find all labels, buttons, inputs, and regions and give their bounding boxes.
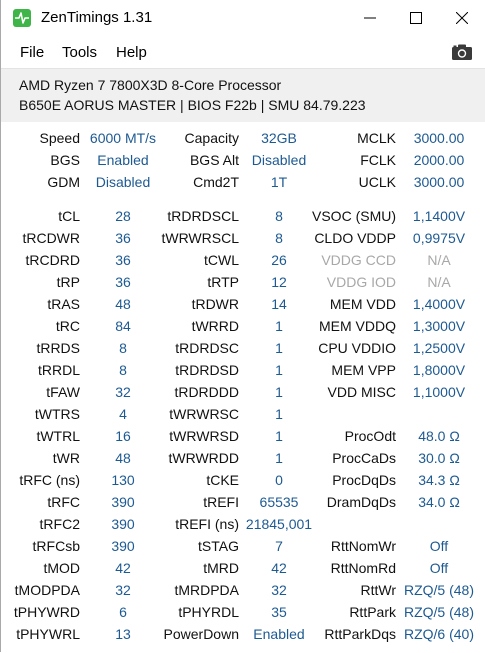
processor-name: AMD Ryzen 7 7800X3D 8-Core Processor — [19, 77, 282, 93]
label-fclk: FCLK — [360, 152, 396, 168]
value-trc: 84 — [115, 318, 131, 334]
value-trefi: 65535 — [259, 494, 299, 510]
value-twrrd: 1 — [275, 318, 283, 334]
minimize-icon — [364, 12, 376, 24]
label-tfaw: tFAW — [46, 384, 80, 400]
label-dramdqds: DramDqDs — [326, 494, 396, 510]
label-mem-vdd: MEM VDD — [329, 296, 396, 312]
value-trdrddd: 1 — [275, 384, 283, 400]
value-trfc-ns: 130 — [111, 472, 135, 488]
label-twrwrscl: tWRWRSCL — [161, 230, 239, 246]
label-proccads: ProcCaDs — [332, 450, 396, 466]
label-cpu-vddio: CPU VDDIO — [318, 340, 396, 356]
label-tphyrdl: tPHYRDL — [178, 604, 239, 620]
value-twrwrsd: 1 — [275, 428, 283, 444]
value-rttnomrd: Off — [429, 560, 449, 576]
value-capacity: 32GB — [261, 130, 297, 146]
camera-icon — [451, 43, 473, 61]
label-trp: tRP — [56, 274, 80, 290]
label-trrdl: tRRDL — [37, 362, 80, 378]
value-rttnomwr: Off — [429, 538, 449, 554]
value-twrwrscl: 8 — [275, 230, 283, 246]
value-trdrdsd: 1 — [275, 362, 283, 378]
value-vddg-ccd: N/A — [427, 252, 451, 268]
value-speed: 6000 MT/s — [89, 130, 157, 146]
value-rttparkdqs: RZQ/6 (40) — [403, 626, 474, 642]
value-uclk: 3000.00 — [413, 174, 465, 190]
label-tphywrd: tPHYWRD — [13, 604, 80, 620]
value-vsoc-smu: 1,1400V — [412, 208, 466, 224]
label-tcke: tCKE — [206, 472, 239, 488]
value-cldo-vddp: 0,9975V — [412, 230, 466, 246]
value-gdm: Disabled — [95, 174, 151, 190]
label-twr: tWR — [52, 450, 80, 466]
label-trc: tRC — [55, 318, 80, 334]
value-proccads: 30.0 Ω — [418, 450, 460, 466]
value-trfc2: 390 — [111, 516, 135, 532]
value-trtp: 12 — [271, 274, 287, 290]
label-tcwl: tCWL — [204, 252, 239, 268]
menu-file[interactable]: File — [20, 44, 45, 61]
value-bgs-alt: Disabled — [251, 152, 307, 168]
value-tfaw: 32 — [115, 384, 131, 400]
title-bar[interactable] — [1, 0, 485, 36]
value-vddg-iod: N/A — [427, 274, 451, 290]
maximize-button[interactable] — [393, 0, 439, 36]
value-twtrl: 16 — [115, 428, 131, 444]
label-tmrd: tMRD — [203, 560, 239, 576]
value-twtrs: 4 — [119, 406, 127, 422]
minimize-button[interactable] — [347, 0, 393, 36]
close-button[interactable] — [439, 0, 485, 36]
value-trdrdscl: 8 — [275, 208, 283, 224]
board-info: B650E AORUS MASTER | BIOS F22b | SMU 84.79.223 — [19, 97, 366, 113]
label-uclk: UCLK — [358, 174, 396, 190]
label-capacity: Capacity — [184, 130, 239, 146]
value-mem-vpp: 1,8000V — [412, 362, 466, 378]
value-trfcsb: 390 — [111, 538, 135, 554]
value-tstag: 7 — [275, 538, 283, 554]
label-powerdown: PowerDown — [163, 626, 239, 642]
label-vsoc-smu: VSOC (SMU) — [312, 208, 396, 224]
label-trdrdsd: tRDRDSD — [175, 362, 239, 378]
value-powerdown: Enabled — [253, 626, 305, 642]
value-tras: 48 — [115, 296, 131, 312]
value-trcdrd: 36 — [115, 252, 131, 268]
value-tphywrl: 13 — [115, 626, 131, 642]
label-vddg-ccd: VDDG CCD — [321, 252, 396, 268]
value-trcdwr: 36 — [115, 230, 131, 246]
label-trcdrd: tRCDRD — [25, 252, 80, 268]
label-mem-vddq: MEM VDDQ — [319, 318, 396, 334]
value-twrwrsc: 1 — [275, 406, 283, 422]
value-trfc: 390 — [111, 494, 135, 510]
label-trfc: tRFC — [47, 494, 80, 510]
label-rttwr: RttWr — [360, 582, 396, 598]
label-trefi-ns: tREFI (ns) — [175, 516, 239, 532]
value-tmrdpda: 32 — [271, 582, 287, 598]
label-twrwrsc: tWRWRSC — [169, 406, 239, 422]
label-trfcsb: tRFCsb — [32, 538, 80, 554]
value-vdd-misc: 1,1000V — [412, 384, 466, 400]
label-tcl: tCL — [58, 208, 80, 224]
value-trefi-ns: 21845,001 — [245, 516, 313, 532]
label-mem-vpp: MEM VPP — [331, 362, 396, 378]
value-trdwr: 14 — [271, 296, 287, 312]
label-trfc-ns: tRFC (ns) — [19, 472, 80, 488]
label-twrrd: tWRRD — [191, 318, 239, 334]
label-trcdwr: tRCDWR — [22, 230, 80, 246]
label-cldo-vddp: CLDO VDDP — [314, 230, 396, 246]
label-trefi: tREFI — [203, 494, 239, 510]
label-vdd-misc: VDD MISC — [327, 384, 396, 400]
value-cmd2t: 1T — [270, 174, 288, 190]
menu-help[interactable]: Help — [116, 44, 147, 61]
label-bgs: BGS — [50, 152, 80, 168]
maximize-icon — [410, 12, 422, 24]
value-tphywrd: 6 — [119, 604, 127, 620]
label-tmodpda: tMODPDA — [14, 582, 80, 598]
value-tcwl: 26 — [271, 252, 287, 268]
value-tphyrdl: 35 — [271, 604, 287, 620]
label-twrwrdd: tWRWRDD — [168, 450, 239, 466]
label-trdwr: tRDWR — [191, 296, 239, 312]
screenshot-button[interactable] — [451, 43, 473, 61]
label-mclk: MCLK — [357, 130, 396, 146]
window-title: ZenTimings 1.31 — [41, 9, 153, 26]
value-fclk: 2000.00 — [413, 152, 465, 168]
label-tras: tRAS — [47, 296, 80, 312]
label-twtrs: tWTRS — [34, 406, 80, 422]
value-trdrdsc: 1 — [275, 340, 283, 356]
value-tmodpda: 32 — [115, 582, 131, 598]
label-twrwrsd: tWRWRSD — [169, 428, 239, 444]
value-tcl: 28 — [115, 208, 131, 224]
value-tmrd: 42 — [271, 560, 287, 576]
value-rttwr: RZQ/5 (48) — [403, 582, 474, 598]
label-bgs-alt: BGS Alt — [189, 152, 239, 168]
value-mem-vddq: 1,3000V — [412, 318, 466, 334]
label-procodt: ProcOdt — [344, 428, 396, 444]
pulse-icon — [13, 9, 31, 27]
label-rttnomwr: RttNomWr — [330, 538, 396, 554]
close-icon — [456, 12, 468, 24]
label-procdqds: ProcDqDs — [332, 472, 396, 488]
label-tphywrl: tPHYWRL — [16, 626, 80, 642]
value-tmod: 42 — [115, 560, 131, 576]
value-procodt: 48.0 Ω — [418, 428, 460, 444]
value-trrds: 8 — [119, 340, 127, 356]
processor-info — [1, 69, 485, 122]
label-twtrl: tWTRL — [36, 428, 80, 444]
value-dramdqds: 34.0 Ω — [418, 494, 460, 510]
value-trp: 36 — [115, 274, 131, 290]
value-bgs: Enabled — [97, 152, 149, 168]
label-vddg-iod: VDDG IOD — [326, 274, 396, 290]
label-tmrdpda: tMRDPDA — [174, 582, 239, 598]
value-twr: 48 — [115, 450, 131, 466]
value-mem-vdd: 1,4000V — [412, 296, 466, 312]
value-twrwrdd: 1 — [275, 450, 283, 466]
label-trtp: tRTP — [207, 274, 239, 290]
label-rttpark: RttPark — [349, 604, 396, 620]
label-tstag: tSTAG — [198, 538, 239, 554]
value-trrdl: 8 — [119, 362, 127, 378]
label-rttnomrd: RttNomRd — [330, 560, 396, 576]
label-rttparkdqs: RttParkDqs — [324, 626, 396, 642]
menu-tools[interactable]: Tools — [62, 44, 98, 61]
label-trrds: tRRDS — [36, 340, 80, 356]
menu-bar — [1, 36, 485, 68]
label-speed: Speed — [39, 130, 80, 146]
label-trdrdsc: tRDRDSC — [175, 340, 239, 356]
value-procdqds: 34.3 Ω — [418, 472, 460, 488]
label-trdrddd: tRDRDDD — [174, 384, 239, 400]
timings-panel — [1, 122, 485, 652]
label-tmod: tMOD — [43, 560, 80, 576]
value-mclk: 3000.00 — [413, 130, 465, 146]
value-tcke: 0 — [275, 472, 283, 488]
label-trdrdscl: tRDRDSCL — [167, 208, 239, 224]
label-gdm: GDM — [47, 174, 80, 190]
label-cmd2t: Cmd2T — [193, 174, 239, 190]
value-cpu-vddio: 1,2500V — [412, 340, 466, 356]
value-rttpark: RZQ/5 (48) — [403, 604, 474, 620]
label-trfc2: tRFC2 — [39, 516, 80, 532]
